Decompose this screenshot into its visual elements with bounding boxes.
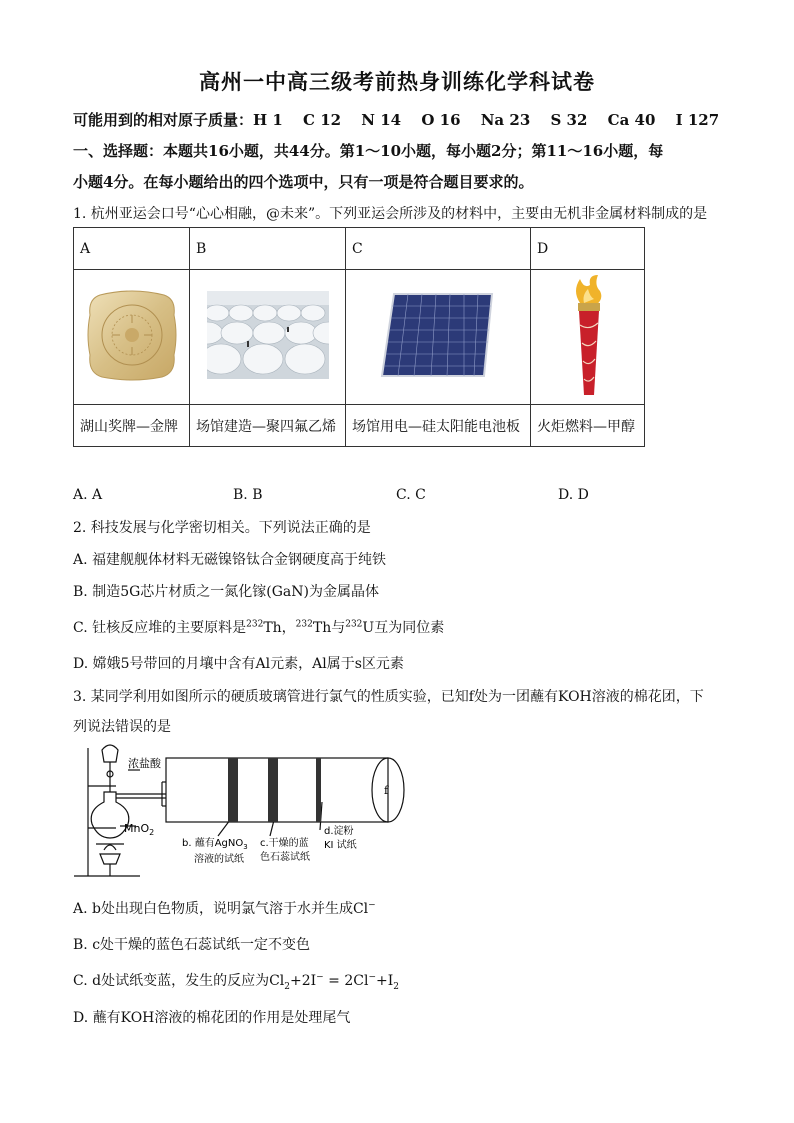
q3-option-b: B. c处干燥的蓝色石蕊试纸一定不变色 xyxy=(73,937,311,953)
q1-answer-a: A. A xyxy=(73,487,103,503)
i2-subscript: 2 xyxy=(393,981,399,992)
q2-c-and: 与 xyxy=(331,620,346,636)
atomic-masses: 可能用到的相对原子质量：H 1 C 12 N 14 O 16 Na 23 S 32 Ca 40 I 127 xyxy=(73,111,720,129)
chlorine-apparatus-diagram xyxy=(70,740,440,880)
ptfe-dome-image xyxy=(190,270,346,405)
q3-option-a xyxy=(73,898,376,918)
option-b-caption: 场馆建造—聚四氟乙烯 xyxy=(190,405,346,447)
option-d-caption: 火炬燃料—甲醇 xyxy=(531,405,645,447)
q2-stem: 2. 科技发展与化学密切相关。下列说法正确的是 xyxy=(73,520,371,536)
b-label-line1: b. 蘸有AgNO$_3$ xyxy=(182,838,248,851)
q2-option-a: A. 福建舰舰体材料无磁镍铬钛合金钢硬度高于纯铁 xyxy=(73,552,387,568)
q2-option-b: B. 制造5G芯片材质之一氮化镓(GaN)为金属晶体 xyxy=(73,584,379,600)
q1-answer-b: B. B xyxy=(233,487,263,503)
chloride-charge: − xyxy=(368,972,376,983)
q1-options-table xyxy=(73,227,645,447)
section1-line1: 一、选择题：本题共16小题，共44分。第1～10小题，每小题2分；第11～16小题，每 xyxy=(73,142,664,160)
th-mass-number: 232 xyxy=(246,619,264,630)
b-label-line2: 溶液的试纸 xyxy=(194,854,244,865)
option-a-caption: 湖山奖牌—金牌 xyxy=(74,405,190,447)
iodide-charge: − xyxy=(316,972,324,983)
th-mass-number-2: 232 xyxy=(295,619,313,630)
q3-c-equals: = 2Cl xyxy=(323,973,369,989)
page-title: 高州一中高三级考前热身训练化学科试卷 xyxy=(199,69,595,94)
q3-option-d: D. 蘸有KOH溶液的棉花团的作用是处理尾气 xyxy=(73,1010,351,1026)
q2-option-c xyxy=(73,617,444,637)
q3-stem-line2: 列说法错误的是 xyxy=(73,719,171,735)
option-b-header: B xyxy=(190,228,346,270)
q3-c-iodine: +I xyxy=(376,973,394,989)
section1-line2: 小题4分。在每小题给出的四个选项中，只有一项是符合题目要求的。 xyxy=(73,173,534,191)
c-label-line2: 色石蕊试纸 xyxy=(260,852,310,863)
q2-c-end: 互为同位素 xyxy=(374,620,445,636)
u-symbol: U xyxy=(362,620,375,636)
th-symbol-2: Th xyxy=(312,620,332,636)
f-label: f xyxy=(384,784,389,797)
q3-c-iodide: +2I xyxy=(290,973,317,989)
option-d-header: D xyxy=(531,228,645,270)
q3-a-charge: − xyxy=(368,900,376,911)
th-symbol: Th xyxy=(263,620,282,636)
q3-c-text: C. d处试纸变蓝，发生的反应为Cl xyxy=(73,973,285,989)
d-label-line2: KI 试纸 xyxy=(324,840,357,851)
mno2-label: MnO$_2$ xyxy=(124,822,155,837)
q3-stem-line1: 3. 某同学利用如图所示的硬质玻璃管进行氯气的性质实验，已知f处为一团蘸有KOH溶液的棉花团，下 xyxy=(73,689,704,705)
option-c-header: C xyxy=(346,228,531,270)
solar-panel-image xyxy=(346,270,531,405)
option-a-header: A xyxy=(74,228,190,270)
q2-option-d: D. 嫦娥5号带回的月壤中含有Al元素，Al属于s区元素 xyxy=(73,656,404,672)
q2-c-comma: ， xyxy=(281,620,296,636)
q1-answer-d: D. D xyxy=(558,487,589,503)
c-label-line1: c.干燥的蓝 xyxy=(260,838,309,849)
torch-image xyxy=(531,270,645,405)
gold-medal-image xyxy=(74,270,190,405)
q3-a-text: A. b处出现白色物质，说明氯气溶于水并生成Cl xyxy=(73,901,369,917)
option-c-caption: 场馆用电—硅太阳能电池板 xyxy=(346,405,531,447)
d-label-line1: d.淀粉 xyxy=(324,826,354,837)
hcl-label: 浓盐酸 xyxy=(128,757,161,770)
cl2-subscript: 2 xyxy=(284,981,290,992)
q1-answer-c: C. C xyxy=(396,487,426,503)
q3-option-c xyxy=(73,970,399,992)
q1-stem: 1. 杭州亚运会口号“心心相融，@未来”。下列亚运会所涉及的材料中，主要由无机非金属材料制成的是 xyxy=(73,206,708,222)
u-mass-number: 232 xyxy=(345,619,363,630)
q2-c-text: C. 钍核反应堆的主要原料是 xyxy=(73,620,247,636)
